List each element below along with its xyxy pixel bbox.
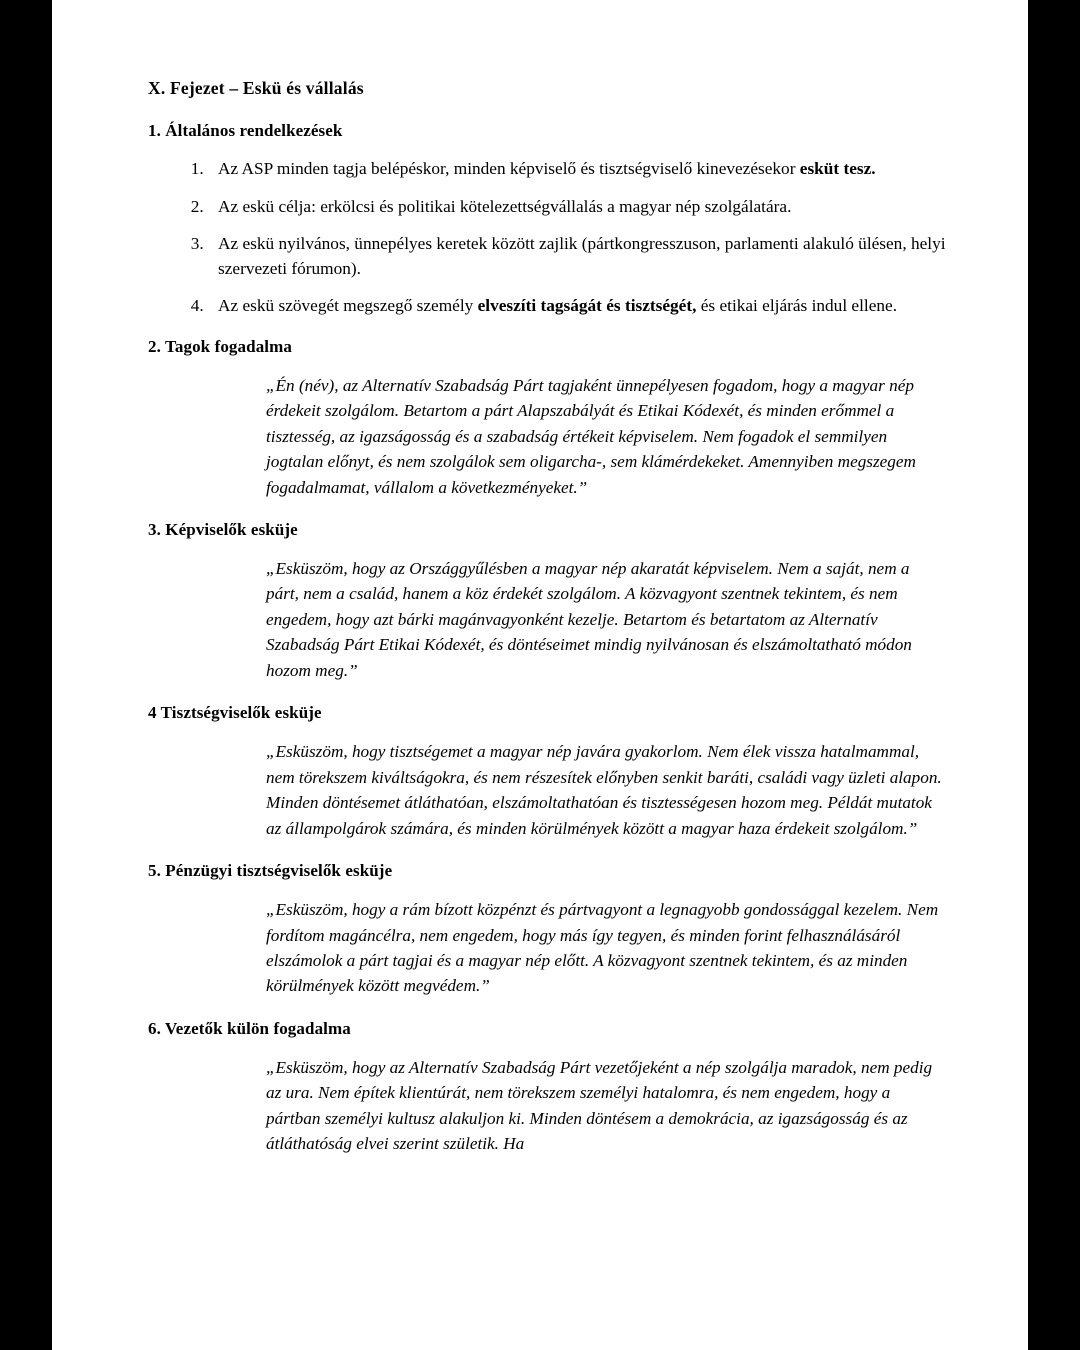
section-officials-oath <box>148 703 956 841</box>
section-heading: 2. Tagok fogadalma <box>148 336 292 356</box>
provisions-list <box>148 157 956 319</box>
list-item-text-pre: Az eskü nyilvános, ünnepélyes keretek között zajlik (pártkongresszuson, parlamenti alakuló ülésen, helyi szervezeti fórumon). <box>218 234 946 278</box>
list-item <box>208 294 956 319</box>
oath-text: „Esküszöm, hogy az Alternatív Szabadság Párt vezetőjeként a nép szolgálja maradok, nem pedig az ura. Nem építek klientúrát, nem törekszem személyi hatalomra, és nem engedem, hogy a pártban személyi kultusz alakuljon ki. Minden döntésem a demokrácia, az igazságosság és az átláthatóság elvei szerint születik. Ha <box>266 1057 933 1154</box>
section-heading: 1. Általános rendelkezések <box>148 121 343 140</box>
section-financial-officials-oath <box>148 861 956 999</box>
list-item <box>208 195 956 220</box>
oath-text: „Esküszöm, hogy az Országgyűlésben a magyar nép akaratát képviselem. Nem a saját, nem a párt, nem a család, hanem a köz érdekét szolgálom. A közvagyont szentnek tekintem, és nem engedem, hogy azt bárki magánvagyonként kezelje. Betartom és betartatom az Alternatív Szabadság Párt Etikai Kódexét, és döntéseimet mindig nyilvánosan és elszámoltatható módon hozom meg.” <box>266 559 912 680</box>
section-heading: 4 Tisztségviselők esküje <box>148 703 322 723</box>
section-member-pledge <box>148 337 956 500</box>
section-heading: 6. Vezetők külön fogadalma <box>148 1018 351 1038</box>
list-item-text-post: és etikai eljárás indul ellene. <box>696 296 898 316</box>
section-leaders-pledge <box>148 1019 956 1157</box>
list-item-text-bold: esküt tesz. <box>799 159 876 178</box>
list-item-text-pre: Az ASP minden tagja belépéskor, minden képviselő és tisztségviselő kinevezésekor <box>218 159 800 178</box>
section-representatives-oath <box>148 520 956 683</box>
section-heading: 3. Képviselők esküje <box>148 520 298 539</box>
list-item-text-bold: elveszíti tagságát és tisztségét, <box>477 296 697 316</box>
list-item-text-pre: Az eskü célja: erkölcsi és politikai kötelezettségvállalás a magyar nép szolgálatára. <box>218 196 792 216</box>
oath-text: „Esküszöm, hogy tisztségemet a magyar nép javára gyakorlom. Nem élek vissza hatalmammal, nem törekszem kiváltságokra, és nem részesítek előnyben senkit baráti, családi vagy üzleti alapon. Minden döntésemet átláthatóan, elszámoltathatóan és tisztességesen hozom meg. Példát mutatok az állampolgárok számára, és minden körülmények között a magyar haza érdekeit szolgálom.” <box>266 742 942 838</box>
oath-text: „Esküszöm, hogy a rám bízott közpénzt és pártvagyont a legnagyobb gondossággal kezelem. Nem fordítom magáncélra, nem engedem, hogy más így tegyen, és minden forint felhasználásáról elszámolok a párt tagjai és a magyar nép előtt. A közvagyont szentnek tekintem, és az minden körülmények között megvédem.” <box>266 900 939 996</box>
oath-text: „Én (név), az Alternatív Szabadság Párt tagjaként ünnepélyesen fogadom, hogy a magyar nép érdekeit szolgálom. Betartom a párt Alapszabályát és Etikai Kódexét, és minden erőmmel a tisztesség, az igazságosság és a szabadság értékeit képviselem. Nem fogadok el semmilyen jogtalan előnyt, és nem szolgálok sem oligarcha-, sem klámérdekeket. Amennyiben megszegem fogadalmamat, vállalom a következményeket.” <box>266 375 916 497</box>
page-title: X. Fejezet – Eskü és vállalás <box>148 78 364 98</box>
list-item <box>208 157 956 182</box>
list-item-text-pre: Az eskü szövegét megszegő személy <box>218 296 478 316</box>
section-general-provisions <box>148 121 956 319</box>
section-heading: 5. Pénzügyi tisztségviselők esküje <box>148 861 393 881</box>
list-item <box>208 232 956 281</box>
document-sheet <box>52 0 1028 1350</box>
